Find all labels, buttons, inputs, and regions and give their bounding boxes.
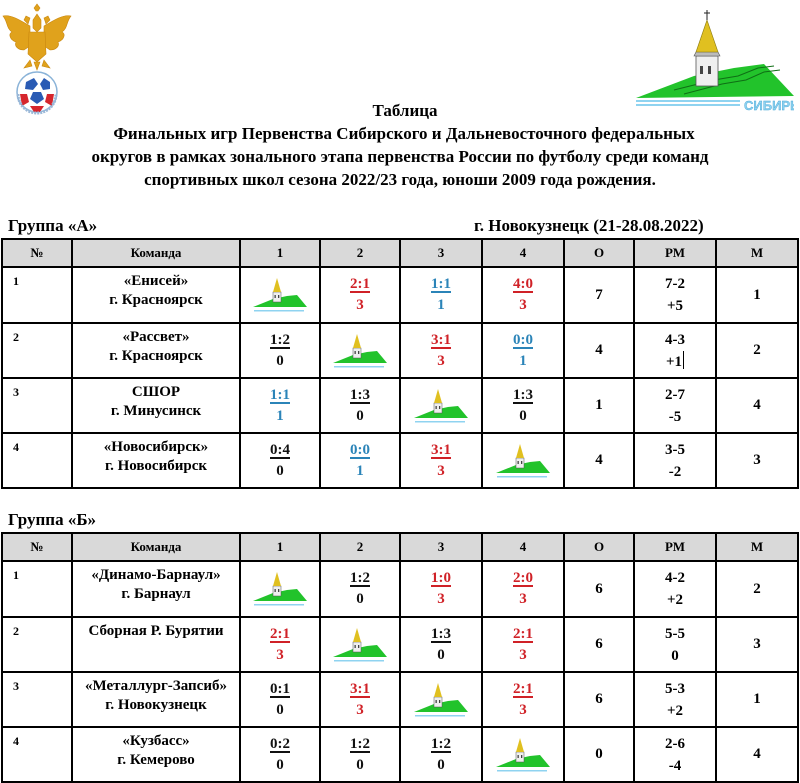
total-points: 4 [564, 433, 634, 488]
match-result-cell [482, 617, 564, 672]
team-cell [72, 323, 240, 378]
match-points: 1 [356, 462, 364, 479]
match-points: 0 [276, 462, 284, 479]
self-match-cell [320, 323, 400, 378]
match-result-cell [240, 617, 320, 672]
goals-scored-conceded: 4-2 [665, 570, 685, 586]
match-score: 1:3 [350, 386, 370, 403]
goals-cell [634, 267, 716, 323]
group-b-table [1, 532, 799, 783]
group-title: Группа «Б» [8, 510, 97, 529]
place: 1 [716, 672, 798, 727]
goal-difference: +2 [666, 592, 684, 608]
match-points: 1 [276, 407, 284, 424]
goal-difference: +2 [666, 702, 684, 719]
match-points: 0 [437, 646, 445, 663]
goal-difference: +1 [665, 353, 683, 370]
self-match-logo-icon [494, 735, 552, 775]
match-score: 4:0 [513, 276, 533, 292]
match-points: 3 [437, 591, 445, 607]
team-name: «Рассвет» [122, 329, 190, 345]
title-line: Таблица [372, 101, 438, 120]
column-header: М [716, 533, 798, 561]
match-points: 3 [437, 462, 445, 479]
match-score: 1:3 [431, 625, 451, 642]
header-row [2, 239, 798, 267]
team-cell [72, 672, 240, 727]
match-points: 0 [356, 591, 364, 607]
svg-text:СИБИРЬ: СИБИРЬ [744, 98, 794, 113]
goals-scored-conceded: 2-6 [665, 735, 685, 752]
match-result-cell [400, 727, 482, 782]
match-score: 1:2 [350, 570, 370, 586]
total-points: 4 [564, 323, 634, 378]
match-points: 1 [519, 352, 527, 369]
goals-cell [634, 323, 716, 378]
team-name: «Енисей» [123, 273, 189, 289]
match-points: 0 [276, 756, 284, 773]
match-points: 0 [437, 756, 445, 773]
total-points: 6 [564, 617, 634, 672]
goal-difference: -4 [668, 757, 682, 774]
match-points: 0 [356, 756, 364, 773]
group-b-header [8, 510, 788, 530]
match-score: 2:1 [513, 625, 533, 642]
row-number: 1 [2, 561, 72, 617]
goals-scored-conceded: 3-5 [665, 441, 685, 458]
column-header: 1 [240, 239, 320, 267]
match-score: 0:1 [270, 680, 290, 697]
match-points: 3 [519, 646, 527, 663]
match-score: 1:0 [431, 570, 451, 586]
team-cell [72, 378, 240, 433]
column-header: 1 [240, 533, 320, 561]
match-score: 2:1 [350, 276, 370, 292]
row-number: 3 [2, 672, 72, 727]
match-result-cell [320, 267, 400, 323]
goal-difference: -5 [668, 408, 682, 425]
match-result-cell [320, 672, 400, 727]
match-score: 0:0 [350, 441, 370, 458]
match-result-cell [320, 433, 400, 488]
total-points: 6 [564, 672, 634, 727]
team-name: «Металлург-Запсиб» [85, 678, 227, 694]
team-name: «Новосибирск» [103, 439, 209, 455]
team-city: г. Красноярск [109, 292, 203, 308]
match-score: 0:0 [513, 331, 533, 348]
place: 3 [716, 617, 798, 672]
table-row [2, 433, 798, 488]
title-line: спортивных школ сезона 2022/23 года, юноши 2009 года рождения. [144, 170, 656, 189]
table-row [2, 672, 798, 727]
match-score: 1:2 [270, 331, 290, 348]
match-result-cell [240, 378, 320, 433]
match-result-cell [240, 672, 320, 727]
document-title [0, 99, 800, 191]
self-match-cell [240, 561, 320, 617]
column-header: Команда [72, 239, 240, 267]
match-result-cell [320, 378, 400, 433]
column-header: 4 [482, 533, 564, 561]
self-match-logo-icon [251, 275, 309, 315]
total-points: 0 [564, 727, 634, 782]
row-number: 4 [2, 727, 72, 782]
match-score: 1:1 [270, 386, 290, 403]
goals-scored-conceded: 2-7 [665, 386, 685, 403]
self-match-cell [482, 727, 564, 782]
match-score: 1:2 [350, 735, 370, 752]
match-points: 0 [276, 701, 284, 718]
match-result-cell [240, 433, 320, 488]
match-result-cell [482, 672, 564, 727]
group-a-header [8, 216, 788, 236]
place: 4 [716, 727, 798, 782]
self-match-logo-icon [412, 680, 470, 720]
self-match-logo-icon [412, 386, 470, 426]
team-cell [72, 267, 240, 323]
place: 2 [716, 323, 798, 378]
self-match-cell [482, 433, 564, 488]
team-name: «Динамо-Барнаул» [91, 567, 221, 583]
team-cell [72, 727, 240, 782]
column-header: М [716, 239, 798, 267]
place: 3 [716, 433, 798, 488]
goal-difference: 0 [671, 647, 679, 664]
team-city: г. Кемерово [117, 752, 195, 768]
row-number: 2 [2, 617, 72, 672]
match-result-cell [240, 323, 320, 378]
team-name: Сборная Р. Бурятии [88, 623, 224, 639]
self-match-logo-icon [331, 625, 389, 665]
table-row [2, 617, 798, 672]
team-name: «Кузбасс» [122, 733, 190, 749]
match-score: 0:2 [270, 735, 290, 752]
group-title: Группа «А» [8, 216, 98, 235]
row-number: 4 [2, 433, 72, 488]
team-city: г. Минусинск [110, 403, 202, 419]
goal-difference: -2 [668, 463, 682, 480]
title-line: Финальных игр Первенства Сибирского и Дальневосточного федеральных [113, 124, 695, 143]
team-cell [72, 617, 240, 672]
goals-scored-conceded: 7-2 [665, 276, 685, 292]
goals-cell [634, 727, 716, 782]
column-header: 4 [482, 239, 564, 267]
row-number: 1 [2, 267, 72, 323]
match-score: 2:1 [513, 680, 533, 697]
match-result-cell [482, 267, 564, 323]
match-score: 1:2 [431, 735, 451, 752]
column-header: 2 [320, 533, 400, 561]
goals-cell [634, 617, 716, 672]
match-score: 3:1 [431, 331, 451, 348]
column-header: 2 [320, 239, 400, 267]
column-header: РМ [634, 533, 716, 561]
self-match-cell [240, 267, 320, 323]
column-header: Команда [72, 533, 240, 561]
group-location: г. Новокузнецк (21-28.08.2022) [474, 216, 704, 235]
table-row [2, 727, 798, 782]
team-name: СШОР [131, 384, 181, 400]
column-header: 3 [400, 533, 482, 561]
team-city: г. Барнаул [121, 586, 191, 602]
match-result-cell [400, 323, 482, 378]
match-score: 1:3 [513, 386, 533, 403]
team-city: г. Новокузнецк [105, 697, 207, 713]
match-result-cell [400, 267, 482, 323]
goals-cell [634, 672, 716, 727]
header-row [2, 533, 798, 561]
row-number: 3 [2, 378, 72, 433]
column-header: О [564, 239, 634, 267]
column-header: 3 [400, 239, 482, 267]
table-row [2, 323, 798, 378]
column-header: О [564, 533, 634, 561]
match-result-cell [482, 561, 564, 617]
match-score: 0:4 [270, 441, 290, 458]
match-points: 3 [356, 701, 364, 718]
match-result-cell [320, 727, 400, 782]
table-row [2, 378, 798, 433]
match-points: 3 [519, 297, 527, 313]
match-result-cell [400, 561, 482, 617]
place: 2 [716, 561, 798, 617]
team-cell [72, 561, 240, 617]
match-score: 2:0 [513, 570, 533, 586]
place: 1 [716, 267, 798, 323]
match-score: 1:1 [431, 276, 451, 292]
self-match-cell [400, 672, 482, 727]
team-city: г. Новосибирск [105, 458, 207, 474]
match-points: 3 [356, 297, 364, 313]
table-row [2, 267, 798, 323]
goal-difference: +5 [666, 298, 684, 314]
match-result-cell [400, 617, 482, 672]
self-match-cell [400, 378, 482, 433]
goals-scored-conceded: 4-3 [665, 331, 685, 348]
self-match-logo-icon [494, 441, 552, 481]
match-points: 3 [519, 701, 527, 718]
match-result-cell [400, 433, 482, 488]
column-header: № [2, 239, 72, 267]
total-points: 1 [564, 378, 634, 433]
church-hill-icon [634, 6, 794, 114]
place: 4 [716, 378, 798, 433]
text-cursor [683, 351, 684, 369]
group-a-table [1, 238, 799, 489]
match-score: 3:1 [431, 441, 451, 458]
match-result-cell [482, 378, 564, 433]
column-header: № [2, 533, 72, 561]
self-match-logo-icon [331, 331, 389, 371]
match-points: 3 [519, 591, 527, 607]
match-result-cell [240, 727, 320, 782]
goals-cell [634, 378, 716, 433]
match-points: 3 [276, 646, 284, 663]
match-result-cell [482, 323, 564, 378]
match-points: 0 [356, 407, 364, 424]
match-points: 0 [276, 352, 284, 369]
team-city: г. Красноярск [109, 348, 203, 364]
column-header: РМ [634, 239, 716, 267]
total-points: 6 [564, 561, 634, 617]
total-points: 7 [564, 267, 634, 323]
match-score: 3:1 [350, 680, 370, 697]
match-result-cell [320, 561, 400, 617]
team-cell [72, 433, 240, 488]
siberia-logo [634, 6, 794, 114]
goals-cell [634, 433, 716, 488]
goals-scored-conceded: 5-5 [665, 625, 685, 642]
row-number: 2 [2, 323, 72, 378]
match-points: 0 [519, 407, 527, 424]
title-line: округов в рамках зонального этапа первенства России по футболу среди команд [91, 147, 709, 166]
match-score: 2:1 [270, 625, 290, 642]
match-points: 1 [437, 297, 445, 313]
table-row [2, 561, 798, 617]
goals-cell [634, 561, 716, 617]
self-match-cell [320, 617, 400, 672]
goals-scored-conceded: 5-3 [665, 680, 685, 697]
self-match-logo-icon [251, 569, 309, 609]
match-points: 3 [437, 352, 445, 369]
